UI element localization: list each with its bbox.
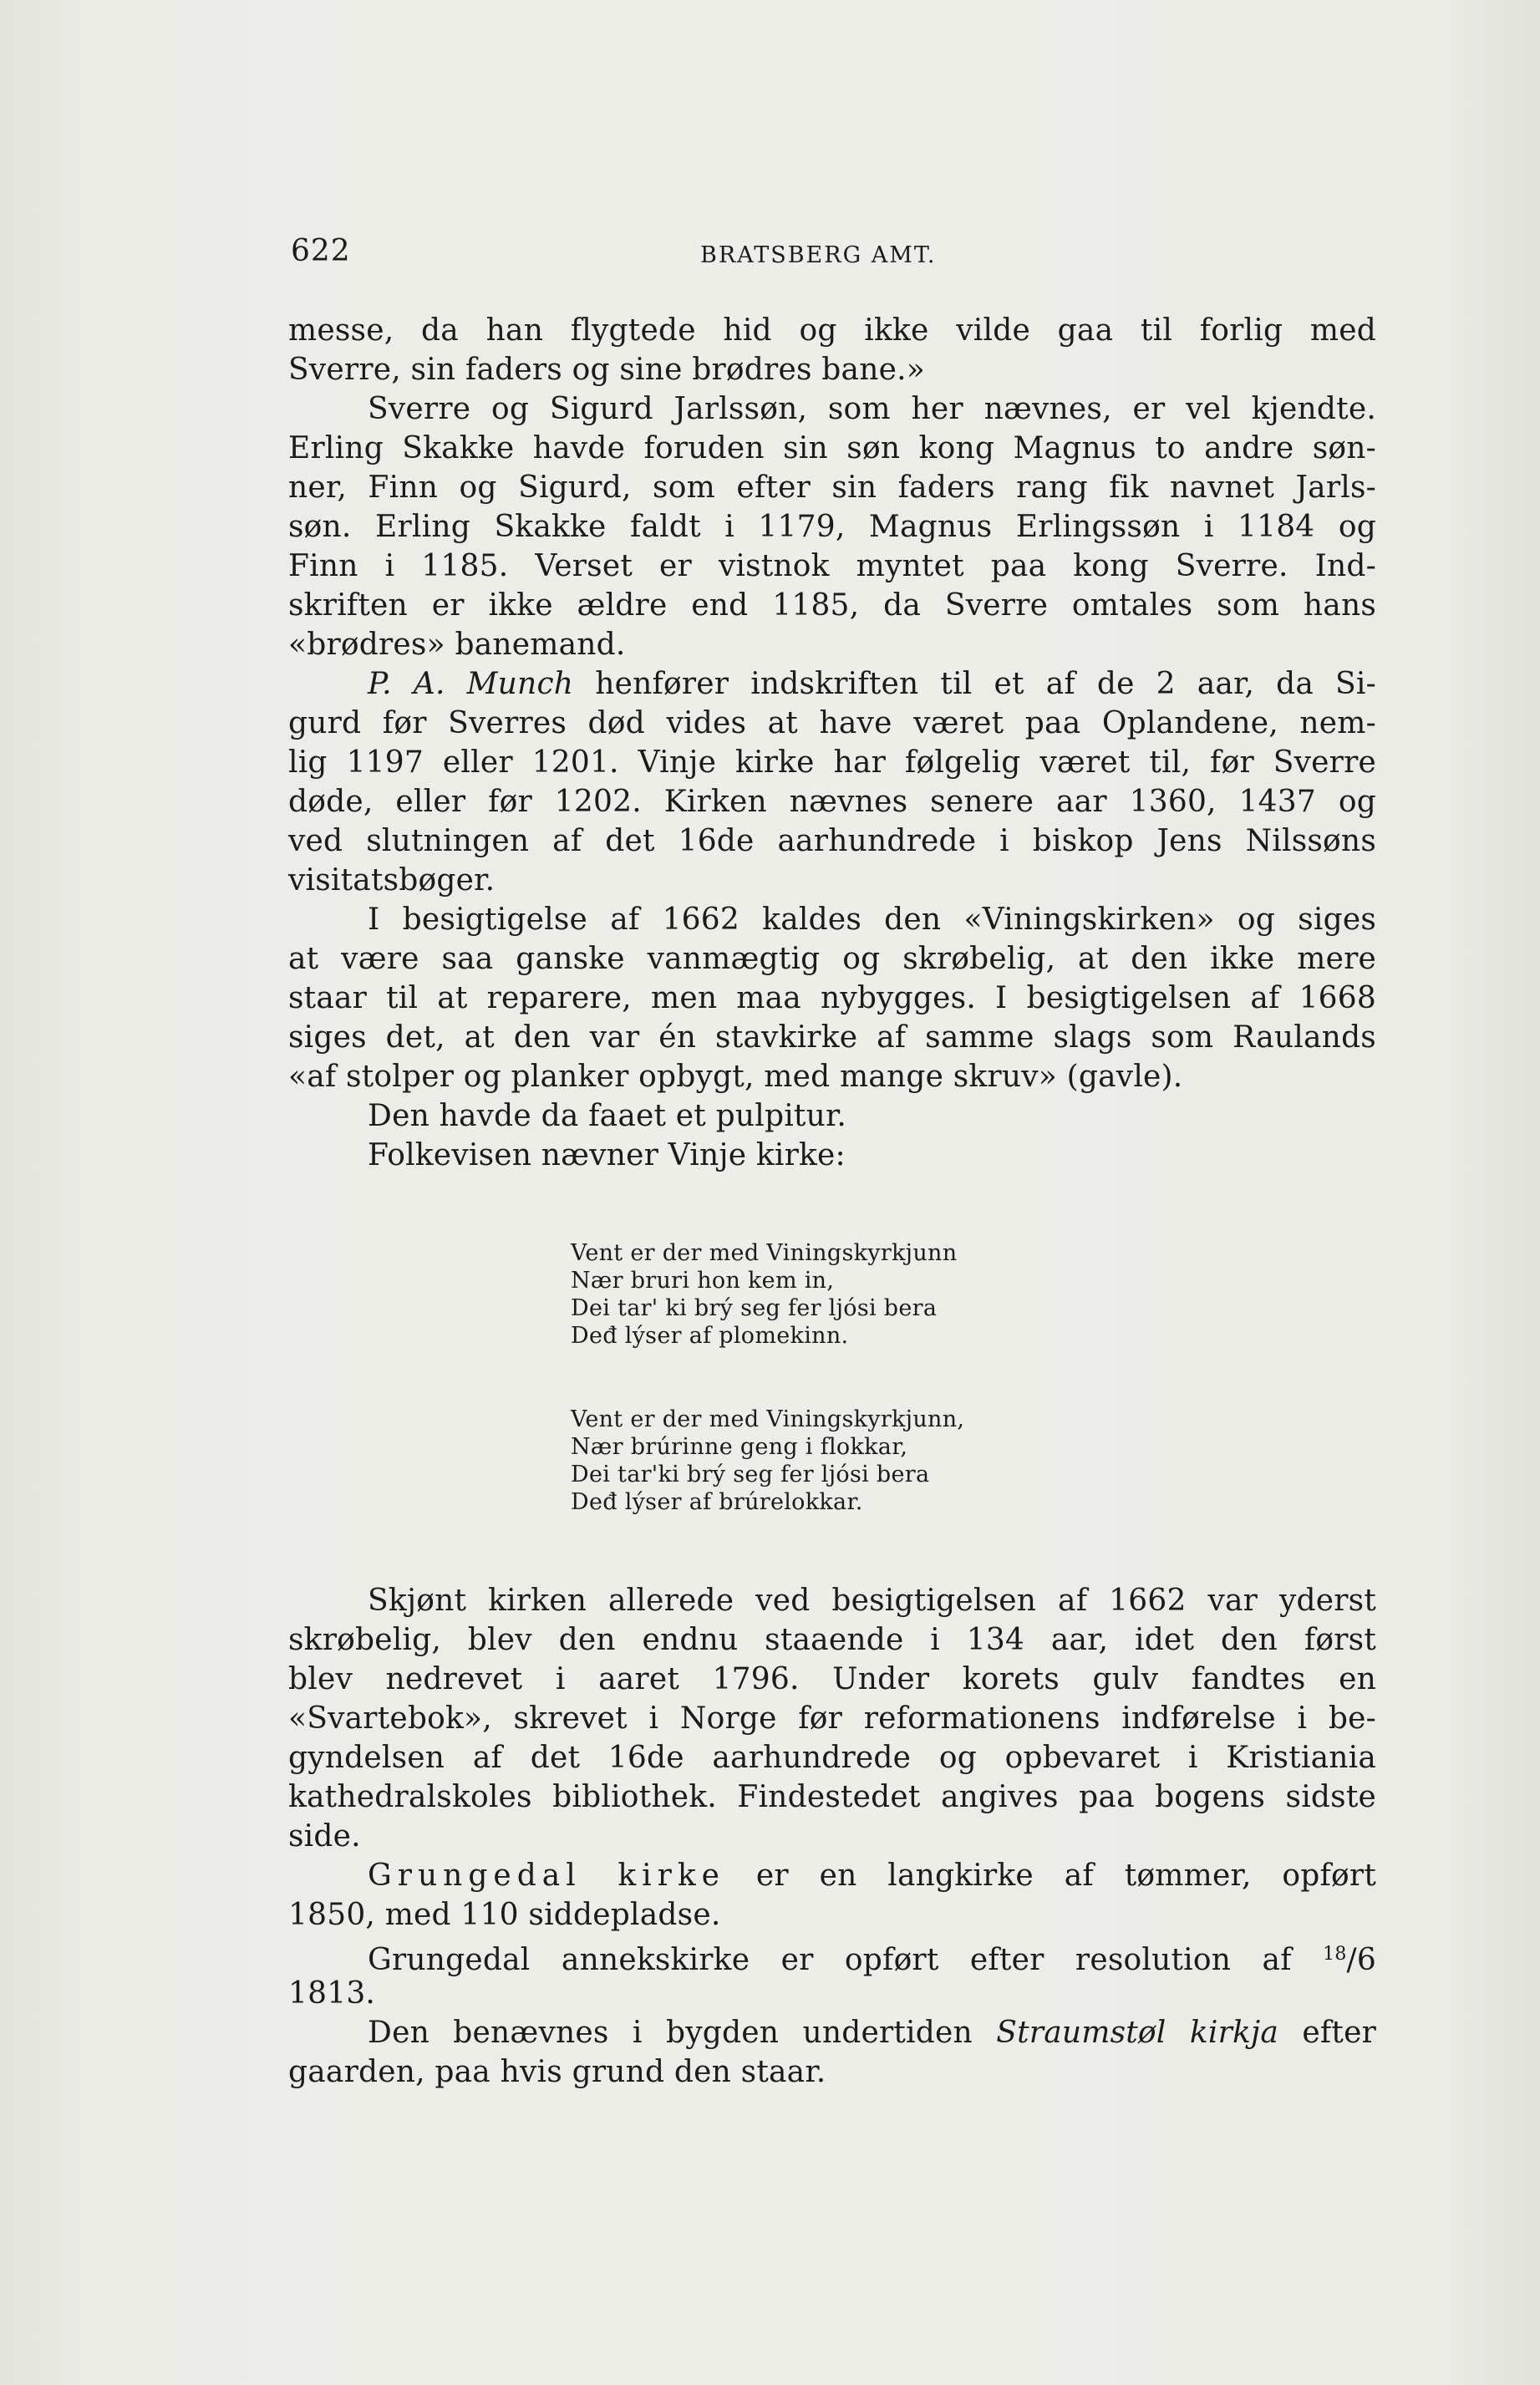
body-text-top: [288, 311, 1376, 1175]
poem-line: Vent er der med Viningskyrkjunn: [571, 1240, 958, 1266]
page-number: 622: [291, 234, 351, 268]
text-line: «af stolper og planker opbygt, med mange skruv» (gavle).: [288, 1060, 1183, 1094]
text-line: Skjønt kirken allerede ved besigtigelsen af 1662 var yderst: [368, 1584, 1376, 1618]
text-line: Folkevisen nævner Vinje kirke:: [368, 1138, 846, 1172]
text-line: at være saa ganske vanmægtig og skrøbelig, at den ikke mere: [288, 942, 1376, 976]
text-line: staar til at reparere, men maa nybygges. I besigtigelsen af 1668: [288, 981, 1376, 1015]
text-line: skriften er ikke ældre end 1185, da Sverre omtales som hans: [288, 588, 1376, 623]
text-line: skrøbelig, blev den endnu staaende i 134 aar, idet den først: [288, 1623, 1376, 1657]
text-line: Sverre, sin faders og sine brødres bane.»: [288, 353, 925, 387]
text-line: kathedralskoles bibliothek. Findestedet angives paa bogens sidste: [288, 1780, 1376, 1814]
text-line: 1813.: [288, 1976, 376, 2011]
text-line: Erling Skakke havde foruden sin søn kong Magnus to andre søn-: [288, 431, 1376, 465]
date-fraction: /6: [1346, 1943, 1376, 1977]
poem-line: Dei tar'ki brý seg fer ljósi bera: [571, 1462, 930, 1487]
text-line: gaarden, paa hvis grund den staar.: [288, 2055, 826, 2089]
text-line: gurd før Sverres død vides at have været paa Oplandene, nem-: [288, 706, 1376, 740]
text-line-straumstol: [288, 2013, 1376, 2052]
text-line: side.: [288, 1819, 361, 1854]
text-line-munch: [288, 664, 1376, 704]
text-line: siges det, at den var én stavkirke af samme slags som Raulands: [288, 1020, 1376, 1055]
poem-line: Vent er der med Viningskyrkjunn,: [571, 1406, 965, 1432]
text-line: Sverre og Sigurd Jarlssøn, som her nævnes, er vel kjendte.: [368, 392, 1376, 426]
poem-stanza-1: [571, 1239, 1072, 1350]
poem-line: Nær bruri hon kem in,: [571, 1268, 835, 1294]
text-line: søn. Erling Skakke faldt i 1179, Magnus Erlingssøn i 1184 og: [288, 510, 1376, 544]
text-line: messe, da han flygtede hid og ikke vilde gaa til forlig med: [288, 313, 1376, 348]
poem-line: Deđ lýser af brúrelokkar.: [571, 1489, 863, 1515]
text-fragment: efter: [1302, 2016, 1376, 2050]
text-line: lig 1197 eller 1201. Vinje kirke har følgelig været til, før Sverre: [288, 745, 1376, 780]
text-line: blev nedrevet i aaret 1796. Under korets gulv fandtes en: [288, 1662, 1376, 1696]
running-title: BRATSBERG AMT.: [700, 242, 937, 268]
page-header: [291, 234, 1379, 276]
text-line: visitatsbøger.: [288, 863, 496, 898]
poem-line: Nær brúrinne geng i flokkar,: [571, 1434, 908, 1460]
text-line: Finn i 1185. Verset er vistnok myntet paa kong Sverre. Ind-: [288, 549, 1376, 583]
church-name-spaced: Grungedal kirke: [368, 1859, 725, 1893]
text-line: gyndelsen af det 16de aarhundrede og opbevaret i Kristiania: [288, 1741, 1376, 1775]
text-fragment: henfører indskriften til et af de 2 aar, da Si-: [595, 667, 1376, 701]
poem-line: Dei tar' ki brý seg fer ljósi bera: [571, 1295, 938, 1321]
text-line: Den havde da faaet et pulpitur.: [368, 1099, 847, 1133]
author-reference: P. A. Munch: [368, 667, 574, 701]
date-superscript: 18: [1323, 1944, 1347, 1965]
text-line-annex: [288, 1935, 1376, 1977]
body-text-bottom: [288, 1581, 1376, 2092]
text-line: «Svartebok», skrevet i Norge før reformationens indførelse i be-: [288, 1701, 1376, 1736]
text-line: «brødres» banemand.: [288, 628, 626, 662]
text-fragment: er en langkirke af tømmer, opført: [755, 1859, 1377, 1893]
church-alt-name: Straumstøl kirkja: [996, 2016, 1279, 2050]
text-line: ved slutningen af det 16de aarhundrede i biskop Jens Nilssøns: [288, 824, 1376, 858]
text-line: ner, Finn og Sigurd, som efter sin faders rang fik navnet Jarls-: [288, 470, 1376, 505]
poem-line: Deđ lýser af plomekinn.: [571, 1323, 849, 1349]
text-fragment: Den benævnes i bygden undertiden: [368, 2016, 973, 2050]
text-line-grungedal: [288, 1856, 1376, 1895]
poem-stanza-2: [571, 1406, 1072, 1516]
text-fragment: Grungedal annekskirke er opført efter resolution af: [368, 1943, 1292, 1977]
text-line: I besigtigelse af 1662 kaldes den «Viningskirken» og siges: [368, 903, 1376, 937]
text-line: døde, eller før 1202. Kirken nævnes senere aar 1360, 1437 og: [288, 785, 1376, 819]
text-line: 1850, med 110 siddepladse.: [288, 1898, 721, 1932]
